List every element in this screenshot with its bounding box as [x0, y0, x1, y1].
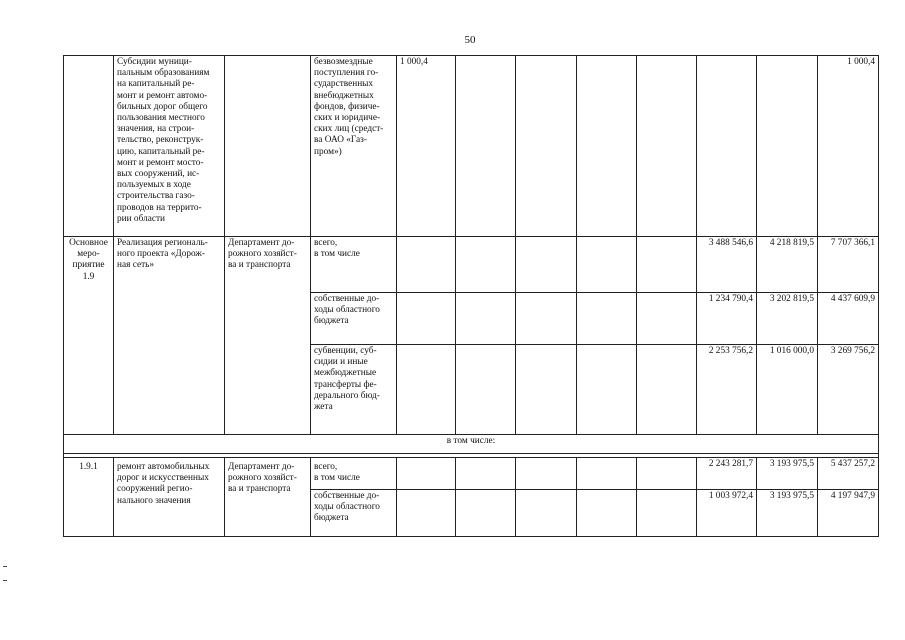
table-row	[64, 435, 879, 454]
value-cell	[516, 237, 577, 293]
source-cell: всего, в том числе	[311, 237, 397, 293]
value-cell	[397, 345, 456, 435]
value-cell	[577, 237, 637, 293]
executor-cell	[225, 56, 311, 237]
name-cell: Реализация региональ- ного проекта «Дорож- ная сеть»	[114, 237, 225, 435]
value-cell: 3 193 975,5	[757, 458, 818, 490]
value-cell	[456, 490, 516, 537]
value-cell: 4 218 819,5	[757, 237, 818, 293]
value-cell	[516, 490, 577, 537]
table-row	[64, 56, 879, 237]
value-cell: 1 234 790,4	[697, 293, 757, 345]
name-cell: Субсидии муници- пальным образованиям на капитальный ре- монт и ремонт автомо- бильных дорог общего пользования местного значения, на строи- тельство, реконструк- цию, капитальный ре- монт и ремонт мосто- вых сооружений, ис- пользуемых в ходе строительства газо- проводов на террито- рии области	[114, 56, 225, 237]
executor-cell: Департамент до- рожного хозяйст- ва и транспорта	[225, 458, 311, 537]
value-cell	[397, 293, 456, 345]
value-cell	[697, 56, 757, 237]
source-cell: безвозмездные поступления го- сударственных внебюджетных фондов, физиче- ских и юридиче- ских лиц (средст- ва ОАО «Газ- пром»)	[311, 56, 397, 237]
total-cell: 1 000,4	[818, 56, 879, 237]
margin-marks	[3, 566, 7, 594]
value-cell	[516, 345, 577, 435]
source-cell: собственные до- ходы областного бюджета	[311, 293, 397, 345]
value-cell: 2 253 756,2	[697, 345, 757, 435]
value-cell: 1 016 000,0	[757, 345, 818, 435]
source-cell: собственные до- ходы областного бюджета	[311, 490, 397, 537]
value-cell: 2 243 281,7	[697, 458, 757, 490]
value-cell: 3 202 819,5	[757, 293, 818, 345]
name-cell: ремонт автомобильных дорог и искусственных сооружений регио- нального значения	[114, 458, 225, 537]
total-cell: 3 269 756,2	[818, 345, 879, 435]
value-cell: 1 000,4	[397, 56, 456, 237]
value-cell	[637, 293, 697, 345]
value-cell	[637, 345, 697, 435]
value-cell	[456, 458, 516, 490]
value-cell	[456, 293, 516, 345]
code-cell: Основное меро- приятие 1.9	[64, 237, 114, 435]
table-row	[64, 458, 879, 490]
value-cell: 3 193 975,5	[757, 490, 818, 537]
value-cell	[637, 56, 697, 237]
value-cell	[516, 458, 577, 490]
value-cell	[577, 345, 637, 435]
value-cell	[516, 56, 577, 237]
value-cell	[577, 56, 637, 237]
source-cell: субвенции, суб- сидии и иные межбюджетные трансферты фе- дерального бюд- жета	[311, 345, 397, 435]
executor-cell: Департамент до- рожного хозяйст- ва и транспорта	[225, 237, 311, 435]
value-cell: 3 488 546,6	[697, 237, 757, 293]
total-cell: 4 437 609,9	[818, 293, 879, 345]
value-cell	[577, 458, 637, 490]
value-cell	[577, 490, 637, 537]
section-label: в том числе:	[64, 435, 879, 454]
table-row	[64, 237, 879, 293]
value-cell	[397, 237, 456, 293]
budget-table	[63, 55, 879, 537]
value-cell	[577, 293, 637, 345]
code-cell: 1.9.1	[64, 458, 114, 537]
value-cell	[637, 237, 697, 293]
value-cell	[456, 56, 516, 237]
value-cell	[397, 490, 456, 537]
value-cell	[456, 345, 516, 435]
value-cell	[456, 237, 516, 293]
value-cell	[397, 458, 456, 490]
total-cell: 5 437 257,2	[818, 458, 879, 490]
code-cell	[64, 56, 114, 237]
value-cell	[757, 56, 818, 237]
value-cell: 1 003 972,4	[697, 490, 757, 537]
value-cell	[637, 490, 697, 537]
value-cell	[516, 293, 577, 345]
value-cell	[637, 458, 697, 490]
total-cell: 4 197 947,9	[818, 490, 879, 537]
source-cell: всего, в том числе	[311, 458, 397, 490]
total-cell: 7 707 366,1	[818, 237, 879, 293]
page-number: 50	[464, 34, 476, 46]
